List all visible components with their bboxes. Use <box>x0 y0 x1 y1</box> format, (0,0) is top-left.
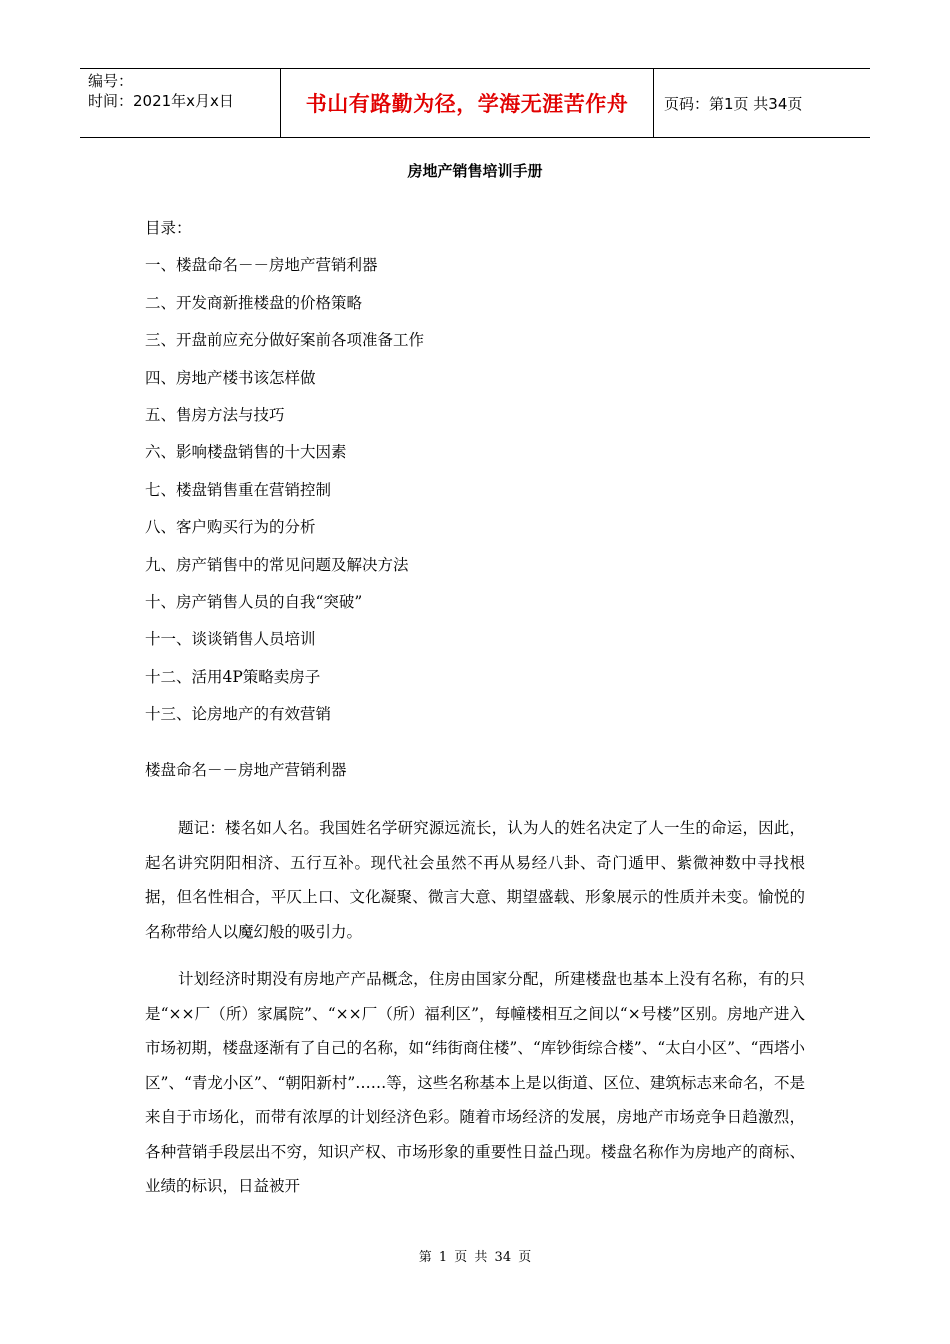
toc-item: 一、楼盘命名－－房地产营销利器 <box>145 256 378 275</box>
section-heading: 楼盘命名－－房地产营销利器 <box>145 761 347 779</box>
number-label: 编号： <box>88 72 134 90</box>
body-paragraph: 题记：楼名如人名。我国姓名学研究源远流长，认为人的姓名决定了人一生的命运，因此，起名讲究阴阳相济、五行互补。现代社会虽然不再从易经八卦、奇门遁甲、紫微神数中寻找根据，但名性相合，平仄上口、文化凝聚、微言大意、期望盛载、形象展示的性质并未变。愉悦的名称带给人以魔幻般的吸引力。 <box>145 819 805 941</box>
toc-item: 六、影响楼盘销售的十大因素 <box>145 443 347 462</box>
toc-item: 十三、论房地产的有效营销 <box>145 705 332 724</box>
document-title: 房地产销售培训手册 <box>407 162 543 180</box>
toc-item: 十一、谈谈销售人员培训 <box>145 630 316 649</box>
toc-item: 七、楼盘销售重在营销控制 <box>145 480 332 499</box>
header-motto: 书山有路勤为径，学海无涯苦作舟 <box>281 69 654 137</box>
toc-heading: 目录： <box>145 219 192 237</box>
toc-item: 十二、活用4P策略卖房子 <box>145 667 321 686</box>
table-of-contents <box>145 215 424 738</box>
toc-item: 三、开盘前应充分做好案前各项准备工作 <box>145 331 425 350</box>
page-header <box>80 68 870 138</box>
toc-item: 五、售房方法与技巧 <box>145 405 285 424</box>
toc-item: 二、开发商新推楼盘的价格策略 <box>145 293 363 312</box>
toc-item: 九、房产销售中的常见问题及解决方法 <box>145 555 409 574</box>
time-label: 时间：2021年x月x日 <box>88 92 234 110</box>
body-paragraph: 计划经济时期没有房地产产品概念，住房由国家分配，所建楼盘也基本上没有名称，有的只是“××厂（所）家属院”、“××厂（所）福利区”，每幢楼相互之间以“×号楼”区别。房地产进入市场初期，楼盘逐渐有了自己的名称，如“纬街商住楼”、“库钞街综合楼”、“太白小区”、“西塔小区”、“青龙小区”、“朝阳新村”……等，这些名称基本上是以街道、区位、建筑标志来命名，不是来自于市场化，而带有浓厚的计划经济色彩。随着市场经济的发展，房地产市场竞争日趋激烈，各种营销手段层出不穷，知识产权、市场形象的重要性日益凸现。楼盘名称作为房地产的商标、业绩的标识，日益被开 <box>145 970 805 1195</box>
header-page-info: 页码：第1页 共34页 <box>664 94 803 113</box>
page-footer: 第 1 页 共 34 页 <box>418 1250 532 1265</box>
toc-item: 四、房地产楼书该怎样做 <box>145 368 316 387</box>
header-left-cell <box>80 69 281 137</box>
toc-item: 八、客户购买行为的分析 <box>145 518 316 537</box>
toc-item: 十、房产销售人员的自我“突破” <box>145 592 363 611</box>
